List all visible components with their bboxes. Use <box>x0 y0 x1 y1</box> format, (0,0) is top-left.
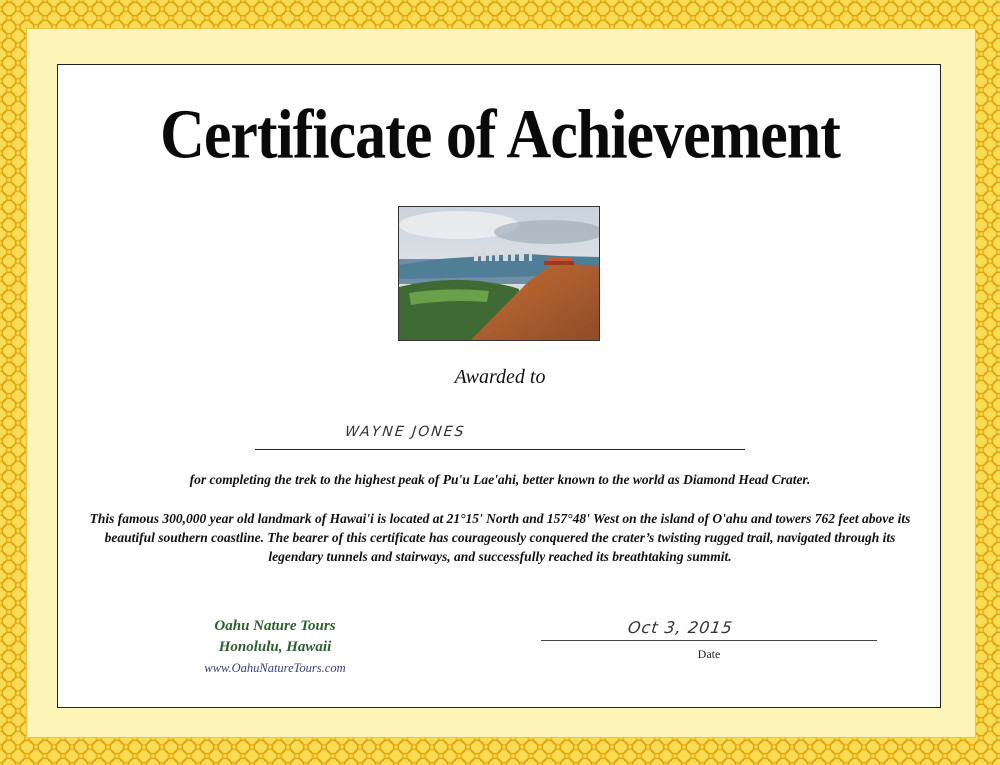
award-date: Oct 3, 2015 <box>626 618 735 637</box>
diamond-head-photo <box>398 206 600 341</box>
organization-name: Oahu Nature Tours <box>214 618 336 634</box>
recipient-name: WAYNE JONES <box>344 424 467 440</box>
date-label: Date <box>697 647 721 661</box>
achievement-statement: for completing the trek to the highest peak of Pu'u Lae'ahi, better known to the world as Diamond Head Crater. <box>189 472 811 487</box>
date-line <box>541 640 877 641</box>
awarded-to-label: Awarded to <box>454 366 546 388</box>
certificate-title: Certificate of Achievement <box>160 97 840 174</box>
organization-location: Honolulu, Hawaii <box>218 639 332 655</box>
recipient-signature-line <box>255 449 745 450</box>
landmark-description: This famous 300,000 year old landmark of Hawai'i is located at 21°15' North and 157°48' West on the island of O'ahu and towers 762 feet above its beautiful southern coastline. The bearer of this certificate has courageously conquered the crater’s twisting rugged trail, navigated through its legendary tunnels and stairways, and successfully reached its breathtaking summit. <box>89 511 911 564</box>
organization-website: www.OahuNatureTours.com <box>204 661 346 675</box>
organization-block <box>160 616 390 679</box>
